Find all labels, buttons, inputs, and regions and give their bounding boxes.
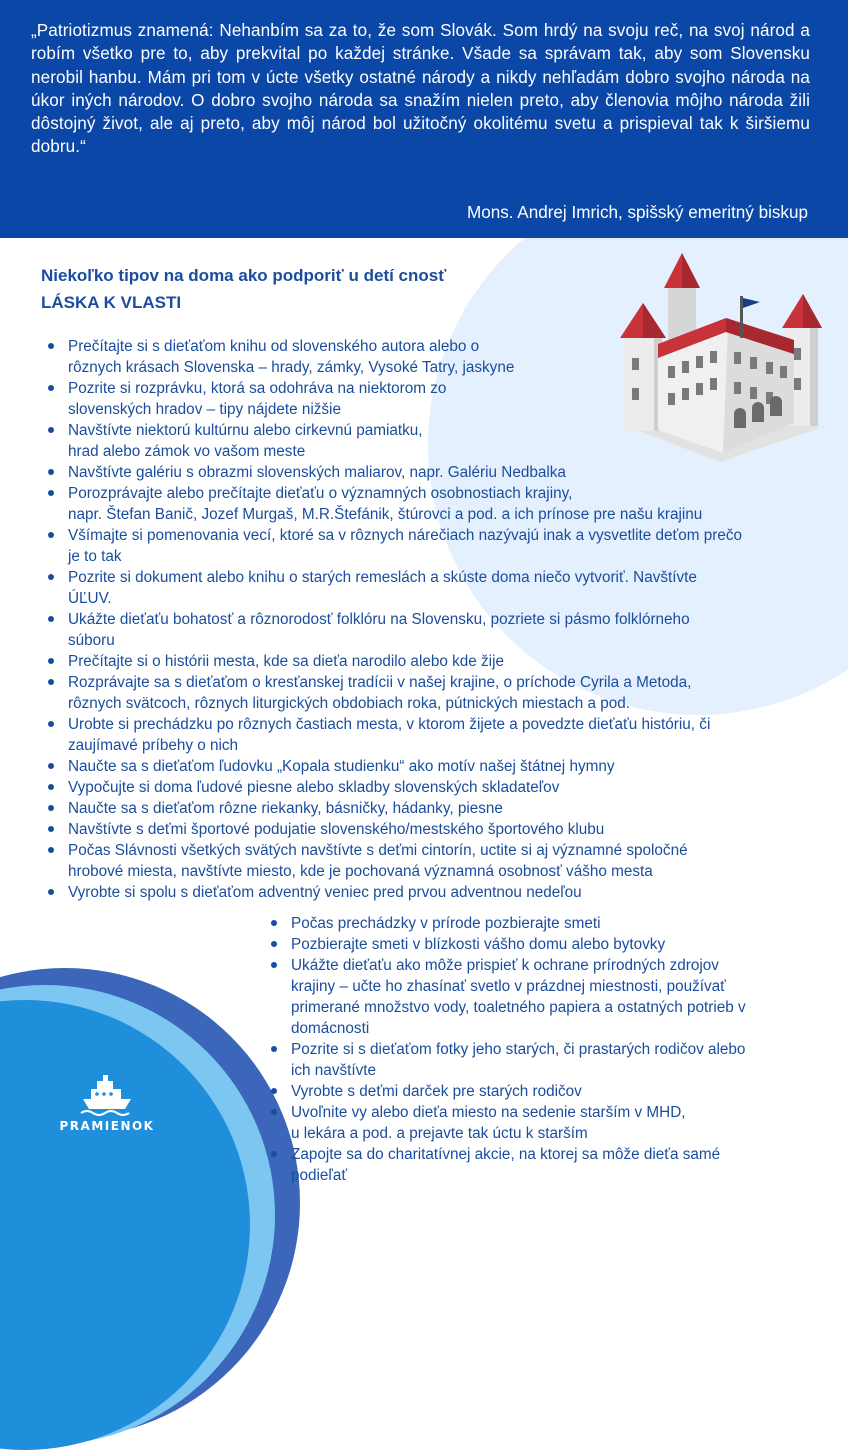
tip-text-line: slovenských hradov – tipy nájdete nižšie bbox=[68, 401, 341, 418]
tip-item bbox=[45, 525, 825, 567]
tip-item bbox=[45, 777, 825, 798]
tip-text-line: Pozbierajte smeti v blízkosti vášho domu alebo bytovky bbox=[291, 936, 666, 953]
tip-item bbox=[45, 378, 825, 420]
tip-text-line: domácnosti bbox=[291, 1020, 370, 1037]
tip-item bbox=[45, 483, 825, 525]
tip-item bbox=[268, 1081, 813, 1102]
logo-text: PRAMIENOK bbox=[59, 1119, 155, 1133]
tip-text-line: rôznych svätcoch, rôznych liturgických obdobiach roka, pútnických miestach a pod. bbox=[68, 695, 631, 712]
tip-text-line: Porozprávajte alebo prečítajte dieťaťu o významných osobnostiach krajiny, bbox=[68, 485, 573, 502]
tip-text-line: súboru bbox=[68, 632, 115, 649]
tip-text-line: podieľať bbox=[291, 1167, 348, 1184]
tip-item bbox=[45, 420, 825, 462]
tip-item bbox=[45, 840, 825, 882]
tip-text-line: hrad alebo zámok vo vašom meste bbox=[68, 443, 306, 460]
tip-text-line: Urobte si prechádzku po rôznych častiach mesta, v ktorom žijete a povedzte dieťaťu históriu, či bbox=[68, 716, 711, 733]
tip-text-line: Počas prechádzky v prírode pozbierajte smeti bbox=[291, 915, 601, 932]
tip-item bbox=[45, 462, 825, 483]
tip-item bbox=[45, 798, 825, 819]
tip-text-line: Vypočujte si doma ľudové piesne alebo skladby slovenských skladateľov bbox=[68, 779, 560, 796]
tip-text-line: rôznych krásach Slovenska – hrady, zámky, Vysoké Tatry, jaskyne bbox=[68, 359, 515, 376]
tip-text-line: Vyrobte s deťmi darček pre starých rodičov bbox=[291, 1083, 582, 1100]
tip-text-line: Počas Slávnosti všetkých svätých navštívte s deťmi cintorín, uctite si aj významné spoločné bbox=[68, 842, 688, 859]
tip-item bbox=[45, 651, 825, 672]
tip-text-line: Pozrite si s dieťaťom fotky jeho starých, či prastarých rodičov alebo bbox=[291, 1041, 746, 1058]
tip-text-line: u lekára a pod. a prejavte tak úctu k starším bbox=[291, 1125, 588, 1142]
patriotism-quote: „Patriotizmus znamená: Nehanbím sa za to, že som Slovák. Som hrdý na svoju reč, na svoj národ a robím všetko pre to, aby prekvital po každej stránke. Všade sa správam tak, aby som Slovensku nerobil hanbu. Mám pri tom v úcte všetky ostatné národy a nikdy nehľadám dobro svojho národa na úkor iných národov. O dobro svojho národa sa snažím nielen preto, aby členovia môjho národa žili dôstojný život, ale aj preto, aby môj národ bol užitočný okolitému svetu a prispieval tak k širšiemu dobru.“ bbox=[31, 21, 810, 157]
tip-text-line: Naučte sa s dieťaťom ľudovku „Kopala studienku“ ako motív našej štátnej hymny bbox=[68, 758, 615, 775]
tip-text-line: Ukážte dieťaťu bohatosť a rôznorodosť folklóru na Slovensku, pozriete si pásmo folklórneho bbox=[68, 611, 690, 628]
tips-sublist bbox=[268, 913, 813, 1186]
tip-item bbox=[268, 934, 813, 955]
tip-item bbox=[45, 609, 825, 651]
tip-text-line: primerané množstvo vody, toaletného papiera a ostatných potrieb v bbox=[291, 999, 746, 1016]
tip-text-line: Zapojte sa do charitatívnej akcie, na ktorej sa môže dieťa samé bbox=[291, 1146, 721, 1163]
tip-text-line: Všímajte si pomenovania vecí, ktoré sa v rôznych nárečiach nazývajú inak a vysvetlite deťom prečo bbox=[68, 527, 743, 544]
tip-text-line: zaujímavé príbehy o nich bbox=[68, 737, 239, 754]
tip-text-line: Pozrite si dokument alebo knihu o starých remeslách a skúste doma niečo vytvoriť. Navštívte bbox=[68, 569, 697, 586]
title-line: Niekoľko tipov na doma ako podporiť u detí cnosť bbox=[41, 266, 447, 285]
tip-text-line: Navštívte s deťmi športové podujatie slovenského/mestského športového klubu bbox=[68, 821, 605, 838]
quote-header bbox=[0, 0, 848, 238]
tip-item bbox=[268, 1144, 813, 1186]
tip-text-line: Ukážte dieťaťu ako môže prispieť k ochrane prírodných zdrojov bbox=[291, 957, 719, 974]
tip-text-line: Prečítajte si s dieťaťom knihu od slovenského autora alebo o bbox=[68, 338, 480, 355]
quote-author: Mons. Andrej Imrich, spišský emeritný biskup bbox=[466, 203, 808, 222]
tip-item bbox=[268, 1102, 813, 1144]
tip-item bbox=[45, 336, 825, 378]
tip-item bbox=[45, 714, 825, 756]
tip-item bbox=[268, 1039, 813, 1081]
tip-text-line: Rozprávajte sa s dieťaťom o kresťanskej tradícii v našej krajine, o príchode Cyrila a Metoda, bbox=[68, 674, 692, 691]
tip-item bbox=[268, 955, 813, 1039]
tip-item bbox=[45, 819, 825, 840]
tip-item bbox=[268, 913, 813, 934]
tip-item bbox=[45, 756, 825, 777]
tips-list bbox=[45, 336, 825, 903]
tip-item bbox=[45, 672, 825, 714]
tip-text-line: Vyrobte si spolu s dieťaťom adventný veniec pred prvou adventnou nedeľou bbox=[68, 884, 582, 901]
tip-text-line: ich navštívte bbox=[291, 1062, 377, 1079]
section-title bbox=[41, 262, 446, 316]
tip-text-line: Uvoľnite vy alebo dieťa miesto na sedenie starším v MHD, bbox=[291, 1104, 686, 1121]
tip-text-line: Naučte sa s dieťaťom rôzne riekanky, básničky, hádanky, piesne bbox=[68, 800, 503, 817]
tip-text-line: napr. Štefan Banič, Jozef Murgaš, M.R.Štefánik, štúrovci a pod. a ich prínose pre našu krajinu bbox=[68, 506, 703, 523]
tip-text-line: hrobové miesta, navštívte miesto, kde je pochovaná významná osobnosť vášho mesta bbox=[68, 863, 653, 880]
tip-text-line: je to tak bbox=[68, 548, 122, 565]
tip-text-line: Pozrite si rozprávku, ktorá sa odohráva na niektorom zo bbox=[68, 380, 447, 397]
tip-item bbox=[45, 567, 825, 609]
tip-text-line: ÚĽUV. bbox=[68, 590, 112, 607]
tip-text-line: krajiny – učte ho zhasínať svetlo v prázdnej miestnosti, používať bbox=[291, 978, 726, 995]
tip-text-line: Navštívte galériu s obrazmi slovenských maliarov, napr. Galériu Nedbalka bbox=[68, 464, 566, 481]
tip-item bbox=[45, 882, 825, 903]
tip-text-line: Prečítajte si o histórii mesta, kde sa dieťa narodilo alebo kde žije bbox=[68, 653, 504, 670]
title-line: LÁSKA K VLASTI bbox=[41, 293, 182, 312]
tip-text-line: Navštívte niektorú kultúrnu alebo cirkevnú pamiatku, bbox=[68, 422, 423, 439]
